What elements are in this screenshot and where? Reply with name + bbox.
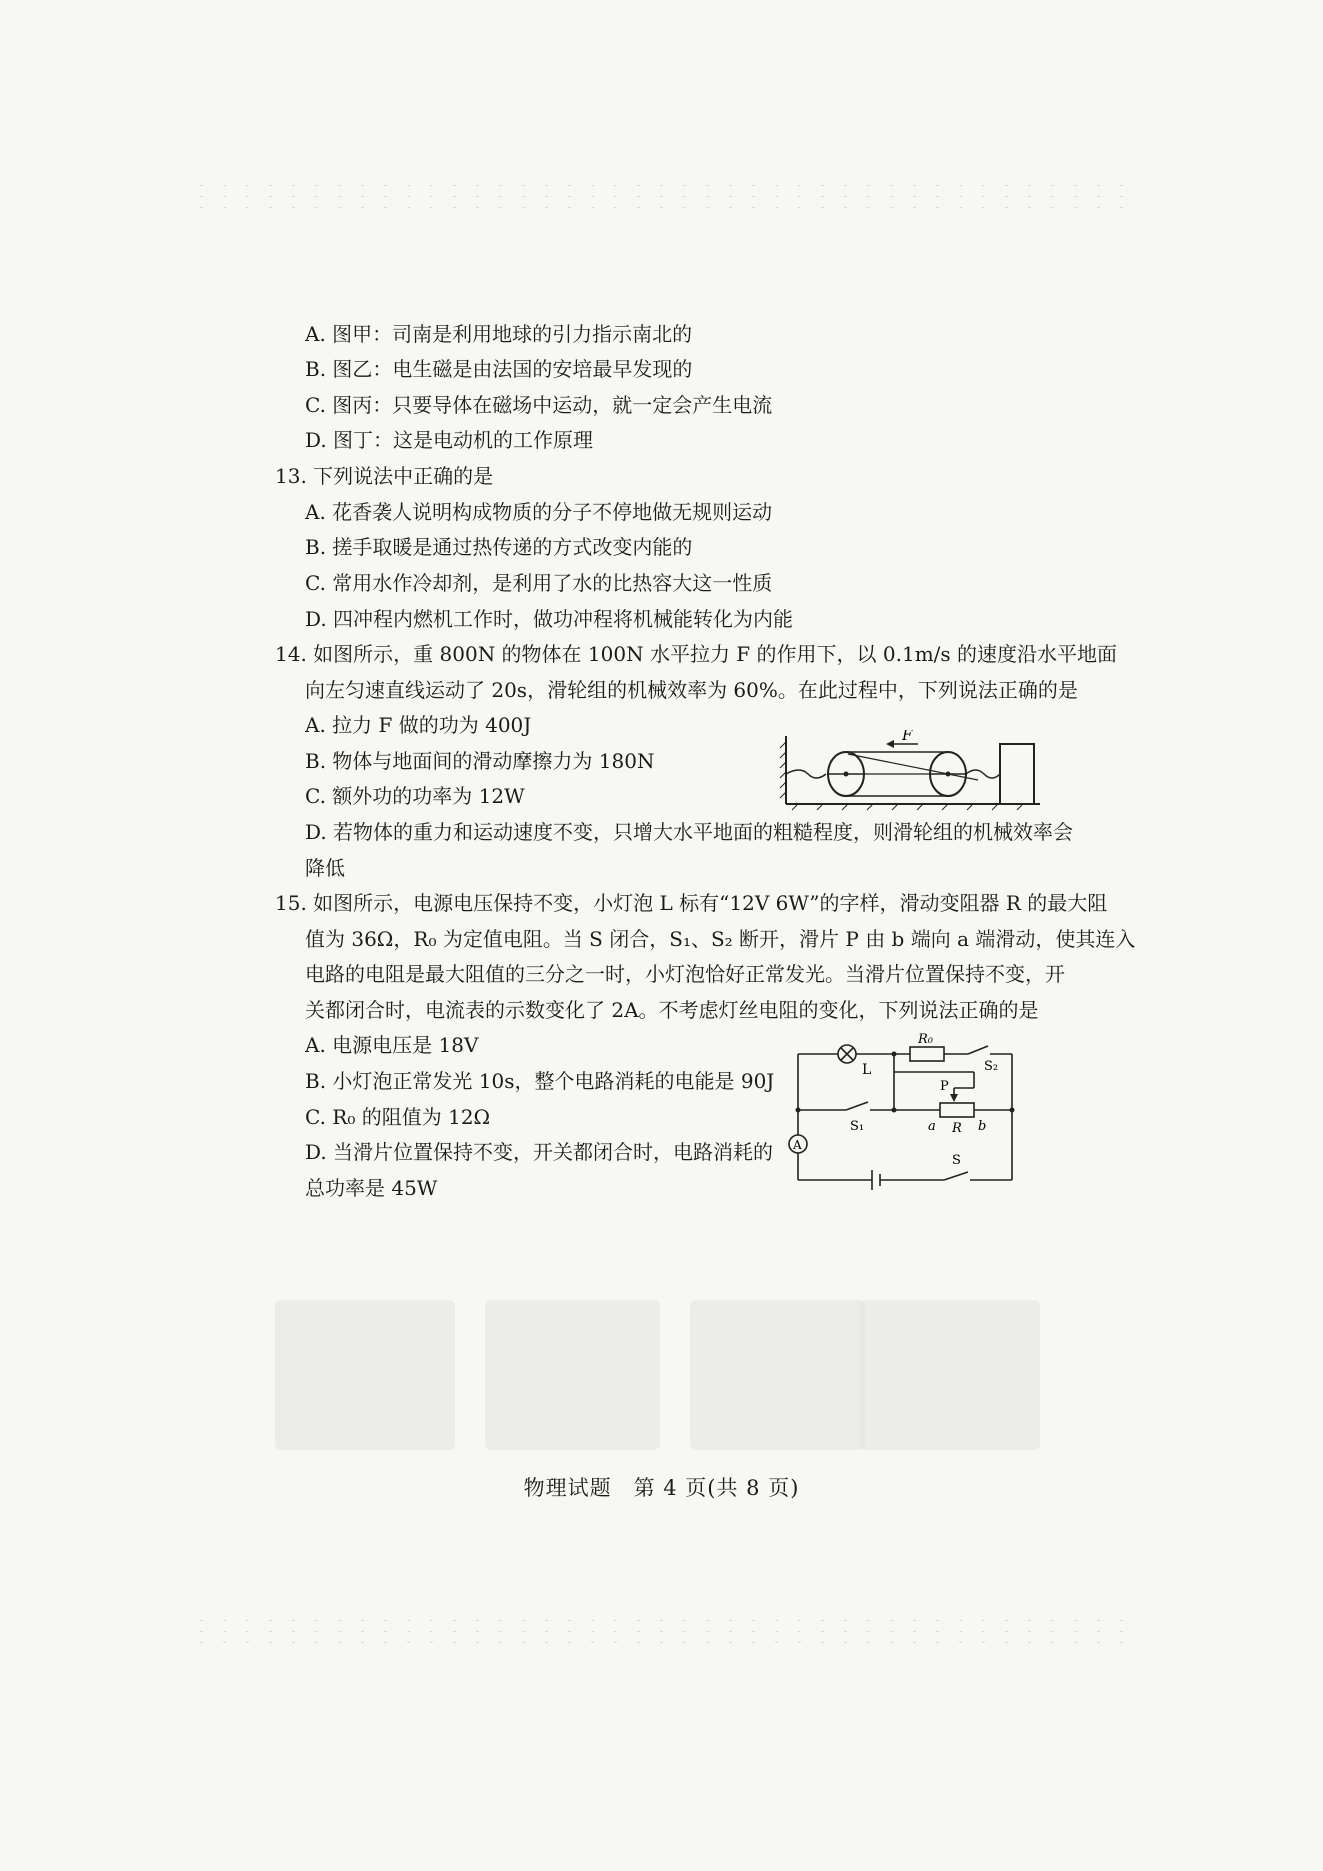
q12-option-b: B. 图乙：电生磁是由法国的安培最早发现的: [305, 357, 693, 381]
q14-option-a: A. 拉力 F 做的功为 400J: [305, 713, 532, 737]
q13-stem: 13. 下列说法中正确的是: [275, 464, 494, 488]
q15-option-d-continued: 总功率是 45W: [305, 1176, 438, 1200]
q13-option-d: D. 四冲程内燃机工作时，做功冲程将机械能转化为内能: [305, 607, 794, 631]
bleed-through-image-3: [690, 1300, 865, 1450]
q15-option-a: A. 电源电压是 18V: [305, 1033, 479, 1057]
q12-option-a: A. 图甲：司南是利用地球的引力指示南北的: [305, 322, 693, 346]
scan-noise-bottom: [190, 1615, 1130, 1645]
q14-stem-line-2: 向左匀速直线运动了 20s，滑轮组的机械效率为 60%。在此过程中，下列说法正确的是: [305, 678, 1078, 702]
q15-stem-line-1: 15. 如图所示，电源电压保持不变，小灯泡 L 标有“12V 6W”的字样，滑动变阻器 R 的最大阻: [275, 891, 1108, 915]
circuit-label-a: a: [928, 1119, 936, 1134]
circuit-label-R: R: [952, 1121, 962, 1136]
pulley-figure: [778, 730, 1046, 812]
circuit-figure: [768, 1030, 1028, 1206]
circuit-label-L: L: [862, 1062, 872, 1078]
q15-stem-line-4: 关都闭合时，电流表的示数变化了 2A。不考虑灯丝电阻的变化，下列说法正确的是: [305, 998, 1039, 1022]
circuit-label-S: S: [952, 1153, 961, 1168]
circuit-label-S1: S₁: [850, 1119, 865, 1134]
q12-option-d: D. 图丁：这是电动机的工作原理: [305, 428, 594, 452]
circuit-label-R0: R₀: [918, 1032, 933, 1047]
q12-option-c: C. 图丙：只要导体在磁场中运动，就一定会产生电流: [305, 393, 773, 417]
q15-stem-line-2: 值为 36Ω，R₀ 为定值电阻。当 S 闭合，S₁、S₂ 断开，滑片 P 由 b 端向 a 端滑动，使其连入: [305, 927, 1136, 951]
circuit-label-S2: S₂: [984, 1059, 999, 1074]
bleed-through-image-2: [485, 1300, 660, 1450]
q13-option-b: B. 搓手取暖是通过热传递的方式改变内能的: [305, 535, 693, 559]
pulley-label-F: F: [902, 730, 913, 744]
q14-option-d-continued: 降低: [305, 856, 345, 880]
q14-option-c: C. 额外功的功率为 12W: [305, 784, 525, 808]
page-footer: 物理试题 第 4 页(共 8 页): [523, 1476, 800, 1500]
bleed-through-image-1: [275, 1300, 455, 1450]
q15-option-b: B. 小灯泡正常发光 10s，整个电路消耗的电能是 90J: [305, 1069, 775, 1093]
circuit-label-b: b: [978, 1119, 987, 1134]
q15-option-c: C. R₀ 的阻值为 12Ω: [305, 1105, 491, 1129]
q14-option-d: D. 若物体的重力和运动速度不变，只增大水平地面的粗糙程度，则滑轮组的机械效率会: [305, 820, 1074, 844]
q13-option-c: C. 常用水作冷却剂，是利用了水的比热容大这一性质: [305, 571, 773, 595]
q13-option-a: A. 花香袭人说明构成物质的分子不停地做无规则运动: [305, 500, 773, 524]
q15-stem-line-3: 电路的电阻是最大阻值的三分之一时，小灯泡恰好正常发光。当滑片位置保持不变，开: [305, 962, 1065, 986]
ammeter-label-A: A: [793, 1138, 802, 1152]
circuit-label-P: P: [940, 1079, 949, 1094]
q14-option-b: B. 物体与地面间的滑动摩擦力为 180N: [305, 749, 655, 773]
q15-option-d: D. 当滑片位置保持不变，开关都闭合时，电路消耗的: [305, 1140, 774, 1164]
bleed-through-image-4: [860, 1300, 1040, 1450]
scan-noise-top: [190, 180, 1130, 210]
q14-stem-line-1: 14. 如图所示，重 800N 的物体在 100N 水平拉力 F 的作用下，以 0.1m/s 的速度沿水平地面: [275, 642, 1118, 666]
